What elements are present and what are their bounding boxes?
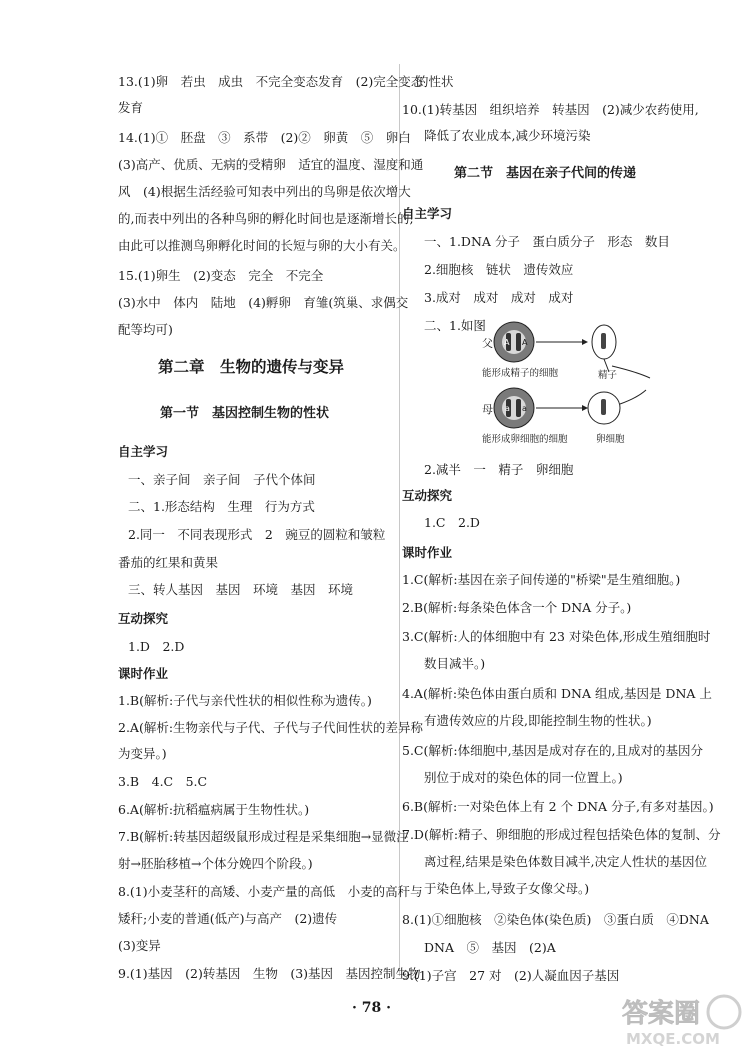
answer-line: 番茄的红果和黄果 <box>118 555 219 570</box>
father-allele-right: A <box>522 338 528 347</box>
mother-allele-left: a <box>505 404 510 413</box>
answer-line: 1.D 2.D <box>128 639 185 654</box>
answer-line: 1.C 2.D <box>424 515 480 530</box>
subheading-zizhu: 自主学习 <box>402 206 453 221</box>
chapter-title: 第二章 生物的遗传与变异 <box>158 358 345 376</box>
arrow-father-head <box>582 339 588 345</box>
answer-line: 9.(1)子宫 27 对 (2)人凝血因子基因 <box>402 968 620 983</box>
answer-line: 9.(1)基因 (2)转基因 生物 (3)基因 基因控制生物 <box>118 966 421 981</box>
answer-line: 8.(1)小麦茎秆的高矮、小麦产量的高低 小麦的高秆与 <box>118 884 423 899</box>
answer-line: 一、1.DNA 分子 蛋白质分子 形态 数目 <box>424 234 670 249</box>
answer-line: 15.(1)卵生 (2)变态 完全 不完全 <box>118 268 324 283</box>
section-title: 第一节 基因控制生物的性状 <box>160 406 330 421</box>
answer-line: 14.(1)① 胚盘 ③ 系带 (2)② 卵黄 ⑤ 卵白 <box>118 130 411 145</box>
answer-line: 为变异。) <box>118 746 167 761</box>
answer-line: 7.D(解析:精子、卵细胞的形成过程包括染色体的复制、分 <box>402 827 721 842</box>
answer-line: 2.B(解析:每条染色体含一个 DNA 分子。) <box>402 600 632 615</box>
answer-line: 一、亲子间 亲子间 子代个体间 <box>128 472 316 487</box>
answer-line: 6.A(解析:抗稻瘟病属于生物性状。) <box>118 802 310 817</box>
gamete-fertilization-diagram <box>402 320 657 448</box>
answer-line: 发育 <box>118 100 144 115</box>
answer-line: 1.C(解析:基因在亲子间传递的"桥梁"是生殖细胞。) <box>402 572 681 587</box>
answer-line: 二、1.形态结构 生理 行为方式 <box>128 499 315 514</box>
answer-line: 二、1.如图 <box>424 318 486 333</box>
mother-allele-right: a <box>522 404 527 413</box>
father-chromosome-right <box>516 333 521 351</box>
answer-line: 2.减半 一 精子 卵细胞 <box>424 462 574 477</box>
arrow-mother-head <box>582 405 588 411</box>
answer-line: 风 (4)根据生活经验可知表中列出的鸟卵是依次增大 <box>118 184 411 199</box>
mother-cell-label: 能形成卵细胞的细胞 <box>482 434 568 445</box>
arrow-egg-to-zygote <box>620 390 646 404</box>
watermark-logo <box>620 990 745 1048</box>
answer-line: 矮秆;小麦的普通(低产)与高产 (2)遗传 <box>118 911 338 926</box>
page-number: · 78 · <box>352 1000 391 1016</box>
answer-line: 射→胚胎移植→个体分娩四个阶段。) <box>118 856 313 871</box>
answer-line: 4.A(解析:染色体由蛋白质和 DNA 组成,基因是 DNA 上 <box>402 686 712 701</box>
answer-line: 有遗传效应的片段,即能控制生物的性状。) <box>424 713 652 728</box>
mother-label: 母 <box>482 403 493 416</box>
arrow-sperm-to-zygote <box>612 366 650 378</box>
answer-line: 6.B(解析:一对染色体上有 2 个 DNA 分子,有多对基因。) <box>402 799 714 814</box>
answer-line: 2.细胞核 链状 遗传效应 <box>424 262 574 277</box>
answer-line: 于染色体上,导致子女像父母。) <box>424 881 590 896</box>
section-title: 第二节 基因在亲子代间的传递 <box>454 166 637 181</box>
watermark-circle <box>708 996 740 1028</box>
watermark-text-url: MXQE.COM <box>626 1030 720 1048</box>
answer-line: 3.成对 成对 成对 成对 <box>424 290 574 305</box>
sperm-label: 精子 <box>598 370 618 381</box>
answer-line: 的,而表中列出的各种鸟卵的孵化时间也是逐渐增长的, <box>118 211 414 226</box>
subheading-zizhu: 自主学习 <box>118 444 169 459</box>
answer-line: 离过程,结果是染色体数目减半,决定人性状的基因位 <box>424 854 707 869</box>
answer-line: 3.C(解析:人的体细胞中有 23 对染色体,形成生殖细胞时 <box>402 629 711 644</box>
father-allele-left: A <box>504 338 510 347</box>
egg-chromosome <box>601 399 606 415</box>
answer-line: (3)水中 体内 陆地 (4)孵卵 育雏(筑巢、求偶交 <box>118 295 409 310</box>
answer-line: 3.B 4.C 5.C <box>118 774 208 789</box>
answer-line: (3)高产、优质、无病的受精卵 适宜的温度、湿度和通 <box>118 157 424 172</box>
subheading-hudong: 互动探究 <box>402 488 453 503</box>
spacer <box>640 350 658 351</box>
answer-line: 13.(1)卵 若虫 成虫 不完全变态发育 (2)完全变态 <box>118 74 424 89</box>
father-label: 父 <box>482 337 493 350</box>
watermark-text-cn: 答案圈 <box>622 999 701 1029</box>
sperm-chromosome <box>601 333 606 349</box>
answer-line: 10.(1)转基因 组织培养 转基因 (2)减少农药使用, <box>402 102 699 117</box>
answer-line: 2.同一 不同表现形式 2 豌豆的圆粒和皱粒 <box>128 527 386 542</box>
subheading-keshi: 课时作业 <box>402 545 453 560</box>
answer-line: 三、转人基因 基因 环境 基因 环境 <box>128 582 354 597</box>
answer-line: 1.B(解析:子代与亲代性状的相似性称为遗传。) <box>118 693 372 708</box>
answer-line: 别位于成对的染色体的同一位置上。) <box>424 770 623 785</box>
answer-line: 2.A(解析:生物亲代与子代、子代与子代间性状的差异称 <box>118 720 424 735</box>
answer-line: 配等均可) <box>118 322 173 337</box>
father-cell-label: 能形成精子的细胞 <box>482 368 559 379</box>
answer-line: 由此可以推测鸟卵孵化时间的长短与卵的大小有关。 <box>118 238 406 253</box>
answer-line: 数目减半。) <box>424 656 486 671</box>
answer-line: 降低了农业成本,减少环境污染 <box>424 128 591 143</box>
mother-chromosome-right <box>516 399 521 417</box>
subheading-keshi: 课时作业 <box>118 666 169 681</box>
answer-line: 的性状 <box>416 74 454 89</box>
answer-line: 7.B(解析:转基因超级鼠形成过程是采集细胞→显微注 <box>118 829 409 844</box>
egg-label: 卵细胞 <box>596 434 625 445</box>
subheading-hudong: 互动探究 <box>118 611 169 626</box>
answer-line: DNA ⑤ 基因 (2)A <box>424 940 556 955</box>
answer-line: (3)变异 <box>118 938 161 953</box>
answer-line: 5.C(解析:体细胞中,基因是成对存在的,且成对的基因分 <box>402 743 704 758</box>
answer-line: 8.(1)①细胞核 ②染色体(染色质) ③蛋白质 ④DNA <box>402 912 709 927</box>
